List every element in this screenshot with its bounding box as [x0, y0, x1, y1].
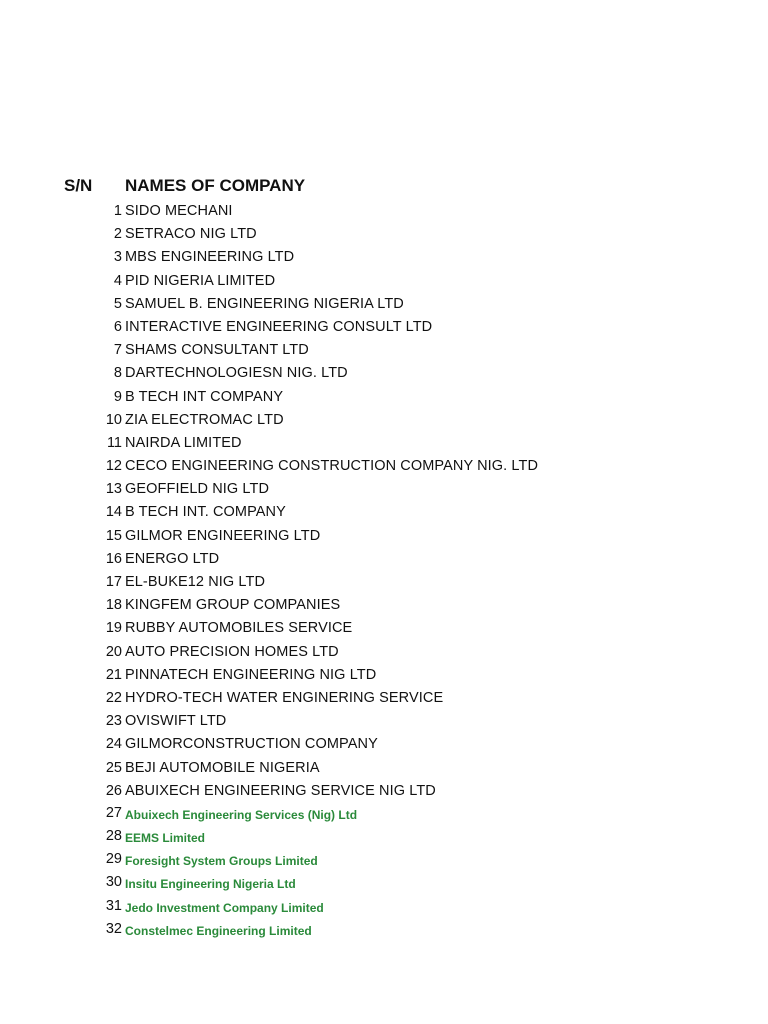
row-number: 14 [105, 504, 122, 521]
row-number: 19 [105, 620, 122, 637]
row-number: 10 [105, 411, 122, 428]
row-number: 30 [105, 874, 122, 891]
company-name: ZIA ELECTROMAC LTD [125, 411, 284, 428]
company-list [0, 200, 768, 942]
table-row [0, 687, 768, 710]
row-number: 27 [105, 804, 122, 821]
table-row [0, 664, 768, 687]
row-number: 13 [105, 481, 122, 498]
row-number: 8 [113, 365, 122, 382]
table-row [0, 293, 768, 316]
table-row [0, 617, 768, 640]
row-number: 22 [105, 689, 122, 706]
row-number: 11 [106, 434, 122, 451]
row-number: 9 [113, 388, 122, 405]
company-name: KINGFEM GROUP COMPANIES [125, 597, 341, 614]
table-row [0, 849, 768, 872]
row-number: 20 [105, 643, 122, 660]
row-number: 23 [105, 713, 122, 730]
table-row [0, 525, 768, 548]
row-number: 17 [105, 574, 122, 590]
company-name: SETRACO NIG LTD [125, 226, 257, 243]
company-name: NAIRDA LIMITED [125, 434, 242, 451]
company-name: SHAMS CONSULTANT LTD [125, 342, 309, 359]
company-name: ENERGO LTD [125, 550, 220, 567]
company-name: Abuixech Engineering Services (Nig) Ltd [125, 807, 358, 822]
company-name: B TECH INT. COMPANY [125, 504, 286, 521]
company-name: SAMUEL B. ENGINEERING NIGERIA LTD [125, 295, 404, 312]
row-number: 18 [105, 597, 122, 614]
table-row [0, 896, 768, 919]
row-number: 15 [105, 527, 122, 544]
company-name: Jedo Investment Company Limited [125, 900, 324, 915]
table-row [0, 246, 768, 269]
row-number: 29 [105, 851, 122, 868]
row-number: 2 [113, 226, 122, 243]
company-name: INTERACTIVE ENGINEERING CONSULT LTD [125, 318, 433, 335]
table-row [0, 339, 768, 362]
table-row [0, 386, 768, 409]
company-name: GILMOR ENGINEERING LTD [125, 527, 321, 544]
table-row [0, 803, 768, 826]
row-number: 32 [105, 920, 122, 937]
company-name: Insitu Engineering Nigeria Ltd [125, 877, 296, 892]
table-row [0, 548, 768, 571]
table-row [0, 478, 768, 501]
company-name: CECO ENGINEERING CONSTRUCTION COMPANY NIG. LTD [125, 458, 539, 475]
row-number: 28 [105, 828, 122, 845]
row-number: 25 [105, 759, 122, 776]
table-row [0, 872, 768, 895]
company-name: AUTO PRECISION HOMES LTD [125, 643, 339, 660]
sn-column-header: S/N [64, 176, 93, 195]
table-row [0, 316, 768, 339]
row-number: 6 [113, 318, 122, 335]
company-name: BEJI AUTOMOBILE NIGERIA [125, 759, 320, 776]
row-number: 16 [105, 550, 122, 567]
row-number: 3 [113, 249, 122, 266]
row-number: 5 [113, 295, 122, 312]
company-name: OVISWIFT LTD [125, 713, 227, 730]
table-row [0, 594, 768, 617]
table-row [0, 200, 768, 223]
table-row [0, 571, 768, 594]
table-row [0, 757, 768, 780]
names-column-header: NAMES OF COMPANY [125, 176, 306, 195]
table-row [0, 432, 768, 455]
company-name: EL-BUKE12 NIG LTD [125, 574, 266, 590]
company-name: Constelmec Engineering Limited [125, 923, 312, 938]
table-row [0, 409, 768, 432]
row-number: 1 [113, 203, 122, 219]
company-name: RUBBY AUTOMOBILES SERVICE [125, 620, 353, 637]
table-row [0, 919, 768, 942]
company-name: PID NIGERIA LIMITED [125, 272, 276, 289]
company-name: SIDO MECHANI [125, 203, 233, 219]
company-name: GEOFFIELD NIG LTD [125, 481, 270, 498]
table-row [0, 455, 768, 478]
table-row [0, 270, 768, 293]
company-name: Foresight System Groups Limited [125, 854, 318, 869]
row-number: 31 [105, 897, 122, 914]
company-name: ABUIXECH ENGINEERING SERVICE NIG LTD [125, 782, 436, 799]
table-row [0, 733, 768, 756]
row-number: 26 [105, 782, 122, 799]
table-row [0, 826, 768, 849]
table-row [0, 641, 768, 664]
company-name: PINNATECH ENGINEERING NIG LTD [125, 666, 377, 683]
company-name: B TECH INT COMPANY [125, 388, 284, 405]
table-row [0, 710, 768, 733]
row-number: 7 [113, 342, 122, 359]
row-number: 12 [105, 458, 122, 475]
table-row [0, 362, 768, 385]
row-number: 24 [105, 736, 122, 753]
company-name: MBS ENGINEERING LTD [125, 249, 295, 266]
table-row [0, 780, 768, 803]
company-name: EEMS Limited [125, 831, 206, 846]
row-number: 4 [113, 272, 122, 289]
company-name: DARTECHNOLOGIESN NIG. LTD [125, 365, 348, 382]
table-row [0, 223, 768, 246]
row-number: 21 [105, 666, 122, 683]
company-name: HYDRO-TECH WATER ENGINERING SERVICE [125, 689, 444, 706]
company-name: GILMORCONSTRUCTION COMPANY [125, 736, 378, 753]
table-row [0, 501, 768, 524]
